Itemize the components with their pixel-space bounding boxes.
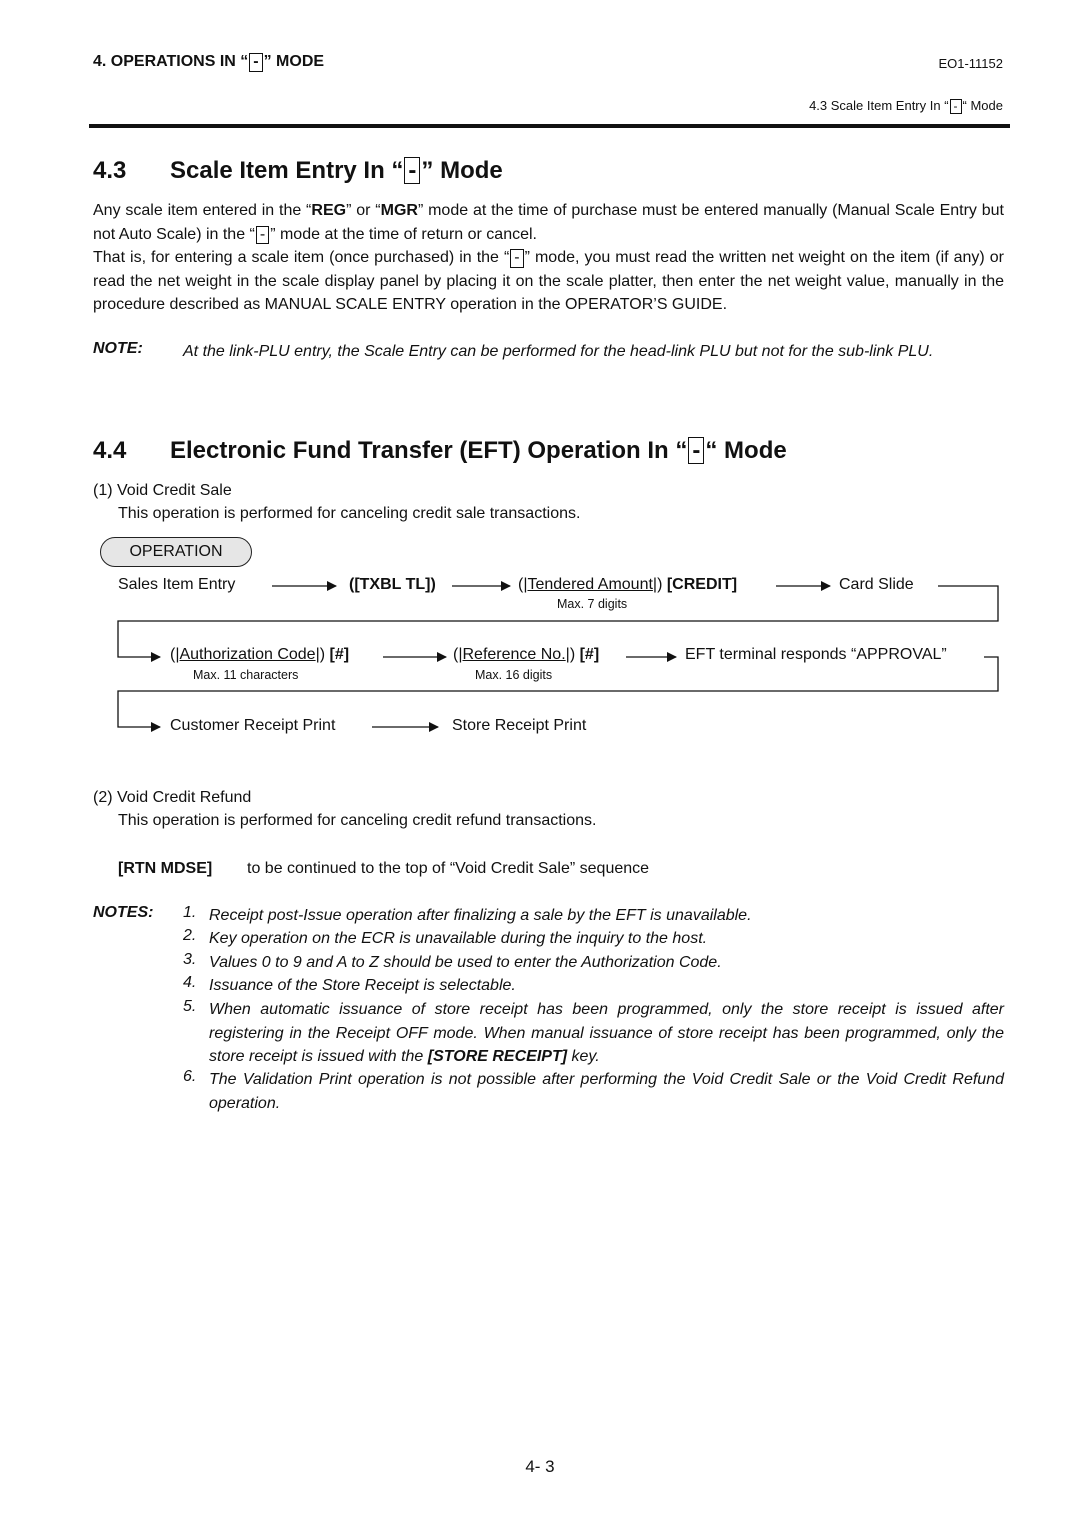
paren-open: (| [453,646,463,663]
note-text: At the link-PLU entry, the Scale Entry can be performed for the head-link PLU but not for the sub-link PLU. [183,343,934,360]
mode-symbol-box: - [688,437,704,464]
subsection-suffix: “ Mode [962,98,1003,113]
max-16-digits-note: Max. 16 digits [475,668,553,682]
hash-key: [#] [579,646,600,663]
note-5-text [209,998,1004,1069]
item-1-title: (1) Void Credit Sale [93,482,232,499]
hash-key: [#] [329,646,350,663]
mode-symbol-box: - [249,53,262,72]
flow-authorization-code [170,646,349,664]
section-4-4-number: 4.4 [93,437,127,464]
reg-mode-label: REG [311,202,347,219]
item-2-title: (2) Void Credit Refund [93,789,252,806]
p1-text-b: ” or “ [346,202,381,219]
note-4-text: Issuance of the Store Receipt is selectable. [209,977,516,994]
flow-card-slide: Card Slide [839,576,914,593]
mode-symbol-box: - [256,226,269,245]
flow-store-receipt-print: Store Receipt Print [452,717,587,734]
tendered-amount-label: Tendered Amount [527,576,653,593]
flow-customer-receipt-print: Customer Receipt Print [170,717,336,734]
paren-close: |) [652,576,663,593]
p2-text-b: ” mode, you must read the written net weight on the item (if any) or read the net weight in the scale display panel by placing it on the scale platter, then enter the net weight value, manually in the procedure described as MANUAL SCALE ENTRY operation in the OPERATOR’S GUIDE. [93,249,1004,313]
note-2-text: Key operation on the ECR is unavailable during the inquiry to the host. [209,930,708,947]
note-3-number: 3. [183,951,197,968]
mode-symbol-box: - [510,249,523,268]
note-1-number: 1. [183,904,197,921]
flow-eft-responds: EFT terminal responds “APPROVAL” [685,646,947,663]
max-7-digits-note: Max. 7 digits [557,597,628,611]
p1-text-a: Any scale item entered in the “ [93,202,312,219]
paren-open: (| [170,646,180,663]
note-5-text-a: When automatic issuance of store receipt has been programmed, only the store receipt is issued after registering in the Receipt OFF mode. When manual issuance of store receipt has been programmed, only the store receipt is issued with the [209,1001,1004,1065]
credit-key: [CREDIT] [666,576,738,593]
note-1-text: Receipt post-Issue operation after finalizing a sale by the EFT is unavailable. [209,907,752,924]
paren-close: |) [315,646,326,663]
subsection-prefix: 4.3 Scale Item Entry In “ [809,98,949,113]
section-4-4-title-suffix: “ Mode [705,437,787,464]
page-number: 4- 3 [525,1457,555,1476]
paren-open: (| [518,576,528,593]
section-4-4-title-prefix: Electronic Fund Transfer (EFT) Operation In “ [170,437,688,464]
rtn-mdse-text: to be continued to the top of “Void Credit Sale” sequence [247,860,650,877]
mode-symbol-box: - [950,99,962,114]
p1-text-c: ” mode at the time of purchase must be entered manually (Manual Scale Entry but not Auto Scale) in the “ [93,202,1004,243]
section-4-3-title-suffix: ” Mode [421,157,503,184]
note-3-text: Values 0 to 9 and A to Z should be used to enter the Authorization Code. [209,954,722,971]
note-6-number: 6. [183,1068,197,1085]
notes-label: NOTES: [93,904,154,921]
note-2-number: 2. [183,927,197,944]
reference-no-label: Reference No. [462,646,566,663]
note-5-text-b: key. [567,1048,600,1065]
flow-txbl-tl-key: ([TXBL TL]) [349,576,436,593]
chapter-suffix: ” MODE [263,53,325,70]
note-4-number: 4. [183,974,197,991]
rtn-mdse-key: [RTN MDSE] [118,860,213,877]
section-4-3-number: 4.3 [93,157,127,184]
mgr-mode-label: MGR [380,202,418,219]
paren-close: |) [565,646,576,663]
item-2-description: This operation is performed for canceling credit refund transactions. [118,812,597,829]
flow-sales-item-entry: Sales Item Entry [118,576,236,593]
note-5-number: 5. [183,998,197,1015]
authorization-code-label: Authorization Code [179,646,316,663]
p1-text-d: ” mode at the time of return or cancel. [270,225,537,243]
item-1-description: This operation is performed for canceling credit sale transactions. [118,505,581,522]
note-label: NOTE: [93,340,143,357]
flow-reference-no [453,646,599,664]
section-4-3-title-prefix: Scale Item Entry In “ [170,157,404,184]
flow-tendered-amount [518,576,737,594]
operation-badge: OPERATION [100,537,252,567]
chapter-prefix: 4. OPERATIONS IN “ [93,53,249,70]
doc-code: EO1-11152 [938,56,1003,71]
note-6-text: The Validation Print operation is not possible after performing the Void Credit Sale or the Void Credit Refund operation. [209,1071,1004,1112]
mode-symbol-box: - [404,157,420,184]
max-11-characters-note: Max. 11 characters [193,668,299,682]
store-receipt-key: [STORE RECEIPT] [427,1048,568,1065]
p2-text-a: That is, for entering a scale item (once purchased) in the “ [93,249,510,266]
